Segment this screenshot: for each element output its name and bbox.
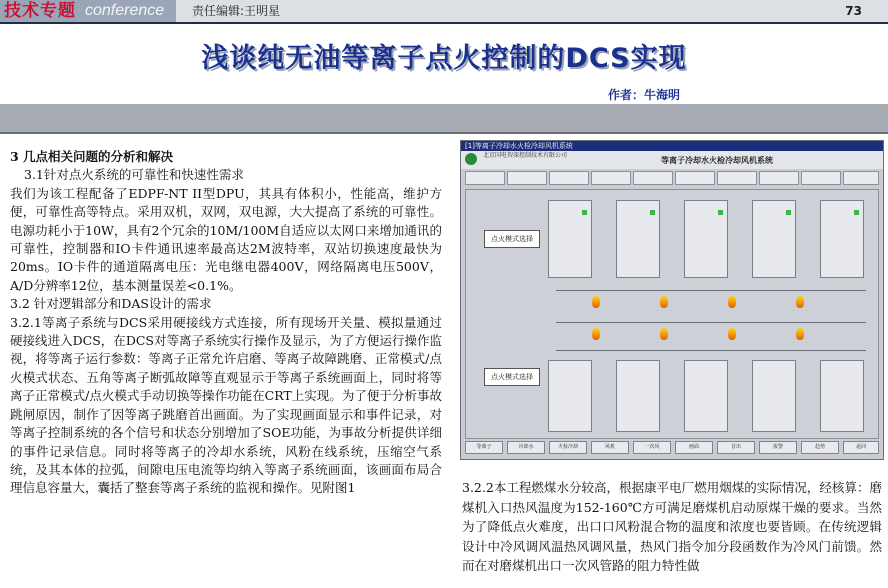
status-led-icon xyxy=(854,210,859,215)
figure-nav-button: 首出 xyxy=(717,441,755,454)
article-author: 作者：牛海明 xyxy=(608,88,681,102)
burner-panel xyxy=(752,360,796,432)
section-tag: 技术专题 xyxy=(4,1,76,21)
figure-nav-button: 画面 xyxy=(675,441,713,454)
section-heading: 3 几点相关问题的分析和解决 xyxy=(10,149,174,164)
flame-icon xyxy=(660,328,668,340)
band-rule xyxy=(0,132,888,134)
figure-nav-button: 趋势 xyxy=(801,441,839,454)
figure-status-row xyxy=(465,171,879,185)
status-cell xyxy=(633,171,673,185)
pipe-line xyxy=(556,290,866,291)
company-logo-icon xyxy=(465,153,477,165)
decorative-band xyxy=(0,104,888,132)
status-cell xyxy=(465,171,505,185)
left-column xyxy=(10,148,442,498)
figure-nav-button: 报警 xyxy=(759,441,797,454)
status-cell xyxy=(591,171,631,185)
article-title: 浅谈纯无油等离子点火控制的DCS实现 xyxy=(201,43,687,74)
subsection-heading: 3.2 针对逻辑部分和DAS设计的需求 xyxy=(10,296,212,312)
status-cell xyxy=(675,171,715,185)
status-led-icon xyxy=(582,210,587,215)
flame-icon xyxy=(796,296,804,308)
burner-panel xyxy=(616,360,660,432)
header-bar xyxy=(176,0,888,22)
status-led-icon xyxy=(718,210,723,215)
status-cell xyxy=(843,171,879,185)
mode-select-box: 点火模式选择 xyxy=(484,230,540,248)
flame-icon xyxy=(728,296,736,308)
status-cell xyxy=(801,171,841,185)
right-column xyxy=(462,478,882,576)
flame-icon xyxy=(728,328,736,340)
figure-nav-button: 返回 xyxy=(843,441,879,454)
editor-credit: 责任编辑:王明星 xyxy=(192,4,281,18)
paragraph: 我们为该工程配备了EDPF-NT II型DPU，其具有体积小，性能高，维护方便，可靠性高等特点。采用双机，双网，双电源，大大提高了系统的可靠性。电源功耗小于10W，具有2个冗余的10M/100M自适应以太网口来增加通讯的可靠性，控制器和IO卡件通讯速率最高达2M波特率，双站切换速度最快为20ms。IO卡件的通道隔离电压：光电继电器400V，网络隔离电压500V，A/D分辨率12位，基本测量误差<0.1%。 xyxy=(10,185,442,293)
status-cell xyxy=(507,171,547,185)
figure-screen-title: 等离子冷却水火检冷却风机系统 xyxy=(661,156,773,165)
figure-nav-button: 等离子 xyxy=(465,441,503,454)
flame-icon xyxy=(592,296,600,308)
figure-nav-button: 一次风 xyxy=(633,441,671,454)
subsection-heading: 3.1针对点火系统的可靠性和快速性需求 xyxy=(24,167,244,183)
header-rule xyxy=(0,22,888,24)
burner-panel xyxy=(548,360,592,432)
figure-nav-button: 冷却水 xyxy=(507,441,545,454)
burner-panel xyxy=(820,360,864,432)
status-cell xyxy=(549,171,589,185)
flame-icon xyxy=(592,328,600,340)
mode-select-box: 点火模式选择 xyxy=(484,368,540,386)
page-number: 73 xyxy=(845,4,862,18)
flame-icon xyxy=(796,328,804,340)
paragraph: 3.2.2本工程燃煤水分较高，根据康平电厂燃用烟煤的实际情况，经核算：磨煤机入口热风温度为152-160℃方可满足磨煤机启动原煤干燥的要求。当然为了降低点火难度，出口口风粉混合物的温度和浓度也要皆顾。在传统逻辑设计中冷风调风温热风调风量，热风门指令加分段函数作为冷风门前馈。然而在对磨煤机出口一次风管路的阻力特性做 xyxy=(462,480,882,573)
status-cell xyxy=(759,171,799,185)
pipe-line xyxy=(556,350,866,351)
status-cell xyxy=(717,171,757,185)
section-tag-en: conference xyxy=(85,2,165,19)
burner-panel xyxy=(684,360,728,432)
dcs-screenshot-figure xyxy=(460,140,884,460)
paragraph: 3.2.1等离子系统与DCS采用硬接线方式连接，所有现场开关量、模拟量通过硬接线进入DCS，在DCS对等离子系统实行操作及显示，为了方便运行操作监视，将等离子运行参数：等离子正常允许启磨、等离子故障跳磨、正常模式/点火模式状态、五角等离子断弧故障等直观显示于等离子系统画面上，同时将等离子正常模式/点火模式手动切换等操作功能在CRT上实现。为了便于分析事故跳闸原因，制作了因等离子跳磨首出画面。为了实现画面显示和事件记录，对等离子控制系统的各个信号和状态分别增加了SOE功能，为事故分析提供详细的事件记录信息。同时将等离子的冷却水系统，风粉在线系统，压缩空气系统，及其本体的拉弧，间隙电压电流等均纳入等离子系统画面，该画面布局合理信息容量大，囊括了整套等离子系统的监视和操作。见附图1 xyxy=(10,314,442,496)
figure-process-diagram xyxy=(465,189,879,439)
figure-button-row xyxy=(465,441,879,455)
company-name: 北京国电智深控制技术有限公司 xyxy=(483,152,568,159)
pipe-line xyxy=(556,322,866,323)
figure-window-title: [1]等离子冷却水火检冷却风机系统 xyxy=(461,141,883,151)
flame-icon xyxy=(660,296,668,308)
figure-nav-button: 风机 xyxy=(591,441,629,454)
status-led-icon xyxy=(786,210,791,215)
figure-nav-button: 火检冷却 xyxy=(549,441,587,454)
status-led-icon xyxy=(650,210,655,215)
